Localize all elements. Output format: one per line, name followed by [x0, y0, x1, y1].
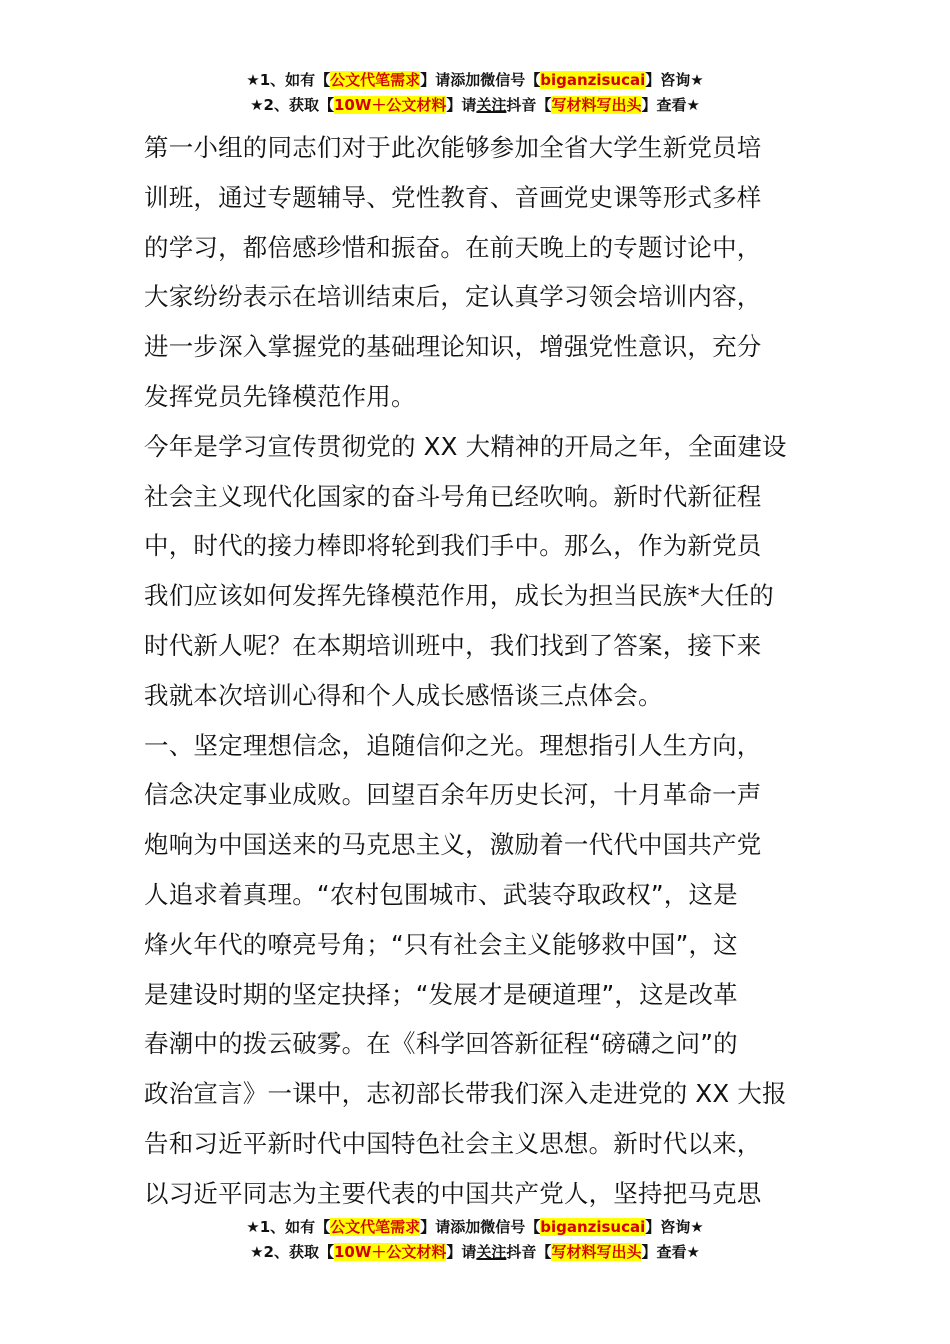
banner-text: 】请添加微信号【: [420, 1218, 541, 1236]
banner-text: 】请: [446, 96, 477, 114]
banner-line-2: [0, 1240, 950, 1265]
highlight-text: 10W＋公文材料: [333, 1243, 447, 1261]
star-icon: ★: [250, 1243, 264, 1261]
header-banner: [0, 68, 950, 118]
banner-text: 】查看★: [641, 1243, 700, 1261]
douyin-id: 写材料写出头: [551, 1243, 642, 1261]
text-line: 发挥党员先锋模范作用。: [144, 381, 416, 411]
banner-text: 】咨询★: [645, 71, 704, 89]
text-line: 中，时代的接力棒即将轮到我们手中。那么，作为新党员: [144, 531, 762, 561]
banner-line-1: [0, 68, 950, 93]
wechat-id: biganzisucai: [540, 1218, 646, 1236]
paragraph-2: [144, 422, 810, 721]
highlight-text: 公文代笔需求: [330, 1218, 421, 1236]
banner-text: 】查看★: [641, 96, 700, 114]
text-line: 信念决定事业成败。回望百余年历史长河，十月革命一声: [144, 780, 762, 810]
paragraph-1: [144, 123, 810, 422]
footer-banner: [0, 1215, 950, 1265]
text-line: 的学习，都倍感珍惜和振奋。在前天晚上的专题讨论中，: [144, 232, 762, 262]
text-line: 我们应该如何发挥先锋模范作用，成长为担当民族*大任的: [144, 581, 774, 611]
text-line: 今年是学习宣传贯彻党的 XX 大精神的开局之年，全面建设: [144, 431, 787, 461]
banner-text: 】请添加微信号【: [420, 71, 541, 89]
star-icon: ★: [250, 96, 264, 114]
text-line: 以习近平同志为主要代表的中国共产党人，坚持把马克思: [144, 1178, 762, 1208]
text-line: 时代新人呢？在本期培训班中，我们找到了答案，接下来: [144, 630, 762, 660]
underlined-text: 关注: [476, 96, 507, 114]
underlined-text: 关注: [476, 1243, 507, 1261]
text-line: 进一步深入掌握党的基础理论知识，增强党性意识，充分: [144, 332, 762, 362]
banner-text: 】咨询★: [645, 1218, 704, 1236]
star-icon: ★: [246, 1218, 260, 1236]
banner-text: 1、如有【: [259, 71, 331, 89]
banner-text: 抖音【: [506, 96, 552, 114]
banner-line-1: [0, 1215, 950, 1240]
douyin-id: 写材料写出头: [551, 96, 642, 114]
text-line: 政治宣言》一课中，志初部长带我们深入走进党的 XX 大报: [144, 1079, 787, 1109]
text-line: 春潮中的拨云破雾。在《科学回答新征程“磅礴之问”的: [144, 1029, 738, 1059]
text-line: 人追求着真理。“农村包围城市、武装夺取政权”，这是: [144, 879, 738, 909]
text-line: 社会主义现代化国家的奋斗号角已经吹响。新时代新征程: [144, 481, 762, 511]
text-line: 训班，通过专题辅导、党性教育、音画党史课等形式多样: [144, 182, 762, 212]
banner-text: 2、获取【: [263, 96, 334, 114]
text-line: 告和习近平新时代中国特色社会主义思想。新时代以来，: [144, 1128, 762, 1158]
banner-line-2: [0, 93, 950, 118]
document-body: [144, 123, 810, 1219]
banner-text: 2、获取【: [263, 1243, 334, 1261]
wechat-id: biganzisucai: [540, 71, 646, 89]
banner-text: 】请: [446, 1243, 477, 1261]
text-line: 第一小组的同志们对于此次能够参加全省大学生新党员培: [144, 133, 762, 162]
text-line: 大家纷纷表示在培训结束后，定认真学习领会培训内容，: [144, 282, 762, 312]
banner-text: 抖音【: [506, 1243, 552, 1261]
highlight-text: 公文代笔需求: [330, 71, 421, 89]
text-line: 一、坚定理想信念，追随信仰之光。理想指引人生方向，: [144, 730, 762, 760]
text-line: 是建设时期的坚定抉择；“发展才是硬道理”，这是改革: [144, 979, 738, 1009]
highlight-text: 10W＋公文材料: [333, 96, 447, 114]
paragraph-3: [144, 721, 810, 1219]
banner-text: 1、如有【: [259, 1218, 331, 1236]
text-line: 我就本次培训心得和个人成长感悟谈三点体会。: [144, 680, 663, 710]
star-icon: ★: [246, 71, 260, 89]
text-line: 烽火年代的嘹亮号角；“只有社会主义能够救中国”，这: [144, 929, 738, 959]
text-line: 炮响为中国送来的马克思主义，激励着一代代中国共产党: [144, 830, 762, 860]
